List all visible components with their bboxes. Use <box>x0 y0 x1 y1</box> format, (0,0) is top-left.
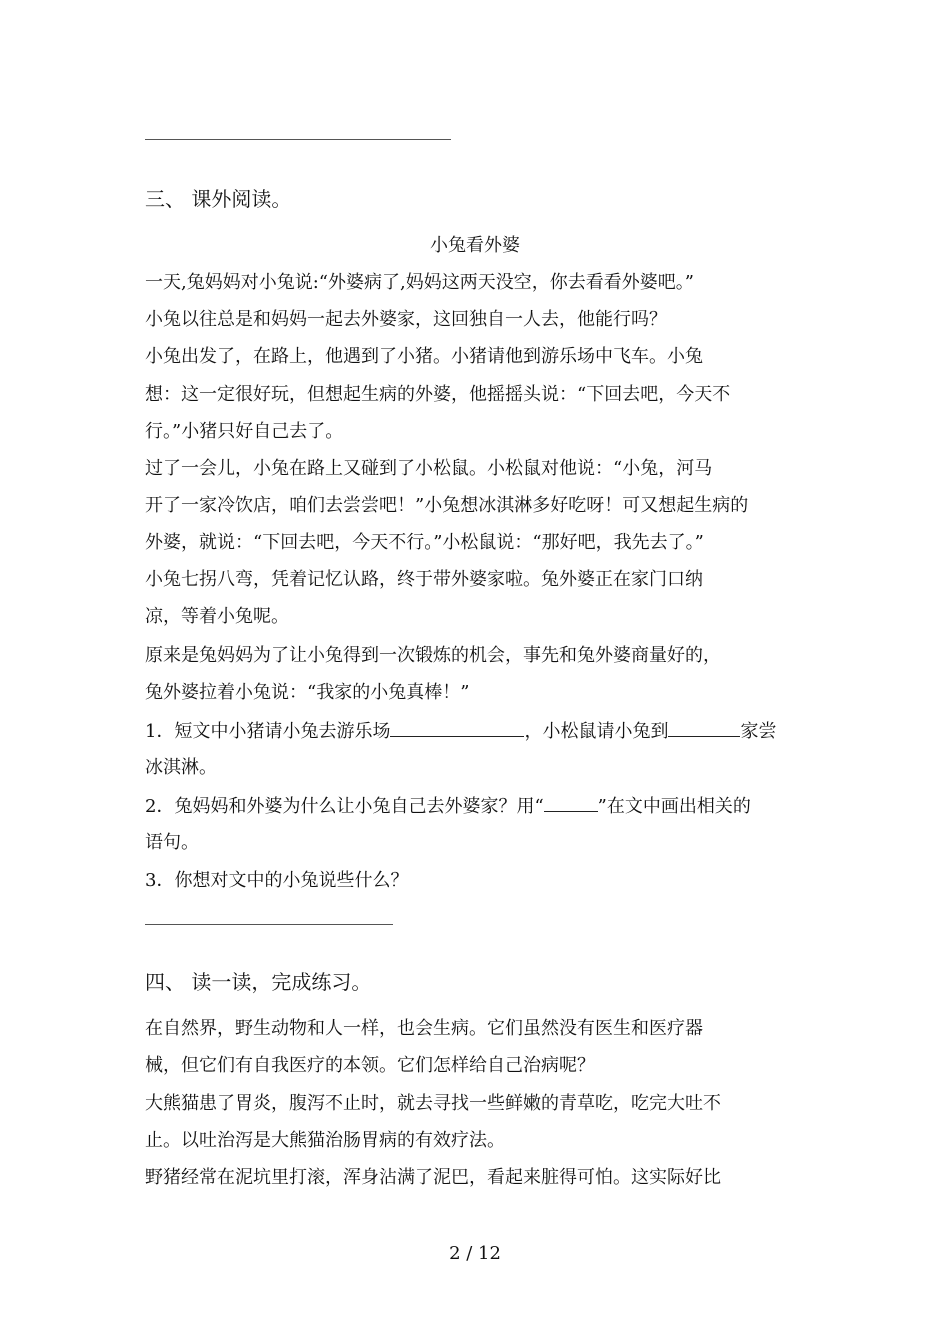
story-line-11: 原来是兔妈妈为了让小兔得到一次锻炼的机会，事先和兔外婆商量好的， <box>145 645 721 666</box>
question-1-cont: 冰淇淋。 <box>145 757 217 778</box>
answer-blank-amusement[interactable] <box>390 718 524 737</box>
question-2-part-b: ”在文中画出相关的 <box>597 796 751 817</box>
story-line-4: 想：这一定很好玩，但想起生病的外婆，他摇摇头说：“下回去吧，今天不 <box>145 384 731 405</box>
question-1-part-a: 1．短文中小猪请小兔去游乐场 <box>145 721 391 742</box>
passage-line-4: 止。以吐治泻是大熊猫治肠胃病的有效疗法。 <box>145 1130 505 1151</box>
passage-line-3: 大熊猫患了胃炎，腹泻不止时，就去寻找一些鲜嫩的青草吃，吃完大吐不 <box>145 1093 721 1114</box>
question-1-part-b: ，小松鼠请小兔到 <box>524 721 669 742</box>
section-3-heading: 三、 课外阅读。 <box>145 187 292 211</box>
passage-line-5: 野猪经常在泥坑里打滚，浑身沾满了泥巴，看起来脏得可怕。这实际好比 <box>145 1167 721 1188</box>
question-2-cont: 语句。 <box>145 832 199 853</box>
answer-line-top <box>145 139 451 140</box>
question-2-part-a: 2．兔妈妈和外婆为什么让小兔自己去外婆家？用“ <box>145 796 544 817</box>
question-1-part-c: 家尝 <box>740 721 777 742</box>
story-line-6: 过了一会儿，小兔在路上又碰到了小松鼠。小松鼠对他说：“小兔，河马 <box>145 458 713 479</box>
answer-blank-shop[interactable] <box>668 718 740 737</box>
question-2 <box>145 793 751 819</box>
story-line-7: 开了一家冷饮店，咱们去尝尝吧！”小兔想冰淇淋多好吃呀！可又想起生病的 <box>145 495 749 516</box>
story-line-10: 凉，等着小兔呢。 <box>145 606 289 627</box>
passage-line-2: 械，但它们有自我医疗的本领。它们怎样给自己治病呢？ <box>145 1055 595 1076</box>
passage-line-1: 在自然界，野生动物和人一样，也会生病。它们虽然没有医生和医疗器 <box>145 1018 703 1039</box>
story-title: 小兔看外婆 <box>430 235 520 256</box>
section-4-heading: 四、 读一读，完成练习。 <box>145 970 372 994</box>
story-line-5: 行。”小猪只好自己去了。 <box>145 421 344 442</box>
underline-sample <box>544 793 598 812</box>
story-line-1: 一天,兔妈妈对小兔说:“外婆病了,妈妈这两天没空，你去看看外婆吧。” <box>145 272 694 293</box>
story-line-3: 小兔出发了，在路上，他遇到了小猪。小猪请他到游乐场中飞车。小兔 <box>145 346 703 367</box>
story-line-8: 外婆，就说：“下回去吧，今天不行。”小松鼠说：“那好吧，我先去了。” <box>145 532 704 553</box>
story-line-2: 小兔以往总是和妈妈一起去外婆家，这回独自一人去，他能行吗？ <box>145 309 667 330</box>
question-1 <box>145 718 776 744</box>
page-number: 2 / 12 <box>449 1243 501 1264</box>
story-line-12: 兔外婆拉着小兔说：“我家的小兔真棒！” <box>145 682 470 703</box>
question-3: 3．你想对文中的小兔说些什么？ <box>145 870 409 891</box>
story-line-9: 小兔七拐八弯，凭着记忆认路，终于带外婆家啦。兔外婆正在家门口纳 <box>145 569 703 590</box>
answer-line-q3[interactable] <box>145 924 393 925</box>
